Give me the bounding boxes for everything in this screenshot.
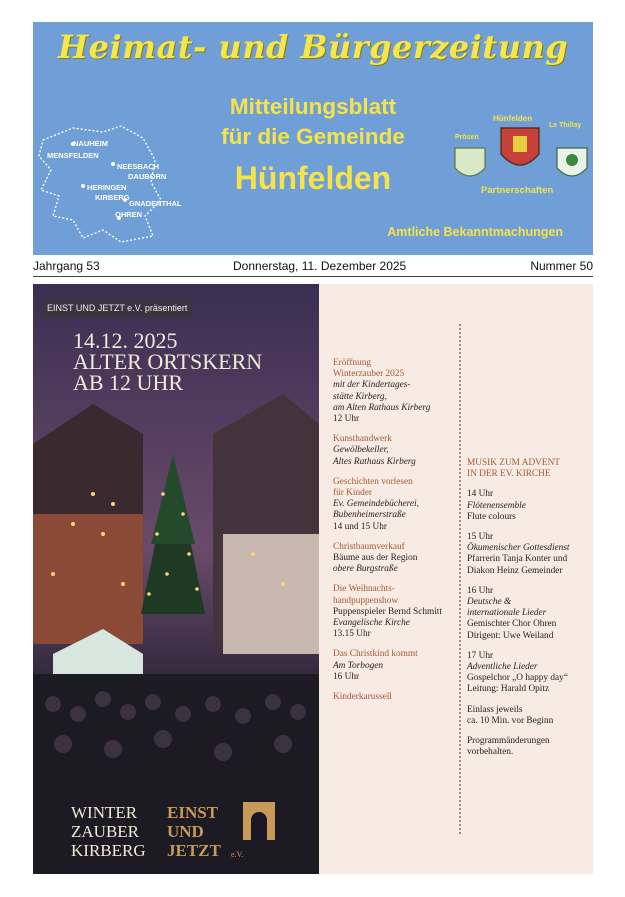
partner-town-label: Hünfelden — [493, 114, 533, 123]
program-column — [333, 358, 461, 712]
program-text: Gemischter Chor Ohren — [467, 619, 557, 630]
program-item — [333, 584, 461, 640]
program-text: Kunsthandwerk — [333, 434, 392, 445]
program-text: Christbaumverkauf — [333, 541, 405, 552]
program-text: Das Christkind kommt — [333, 649, 418, 660]
map-label: OHREN — [115, 210, 143, 219]
map-label: NAUHEIM — [73, 139, 108, 148]
program-text: IN DER EV. KIRCHE — [467, 469, 551, 480]
program-text: obere Burgstraße — [333, 564, 398, 575]
program-text: Gewölbekeller, — [333, 445, 389, 456]
program-text: 16 Uhr — [333, 671, 360, 682]
program-text: Flötenensemble — [467, 500, 526, 511]
music-time: 14 Uhr — [467, 489, 494, 500]
program-text: Leitung: Harald Opitz — [467, 684, 550, 695]
event-poster — [33, 284, 593, 874]
music-item — [467, 651, 589, 696]
partner-town-label: Le Thillay — [549, 122, 582, 129]
program-text: 14 und 15 Uhr — [333, 521, 387, 532]
program-text: für Kinder — [333, 488, 372, 499]
program-text: Geschichten vorlesen — [333, 476, 413, 487]
program-text: Dirigent: Uwe Weiland — [467, 630, 554, 641]
ev-label: e.V. — [231, 850, 244, 859]
music-time: 16 Uhr — [467, 585, 494, 596]
program-text: 12 Uhr — [333, 414, 360, 425]
program-text: 13.15 Uhr — [333, 629, 371, 640]
program-text: Deutsche & — [467, 597, 512, 608]
program-text: Programmänderungen — [467, 736, 550, 747]
music-time: 15 Uhr — [467, 532, 494, 543]
program-text: am Alten Rathaus Kirberg — [333, 402, 431, 413]
program-text: Ev. Gemeindebücherei, — [333, 499, 419, 510]
subtitle: Mitteilungsblatt für die Gemeinde — [221, 94, 405, 149]
program-text: Gospelchor „O happy day“ — [467, 673, 568, 684]
program-item — [333, 477, 461, 533]
music-item — [467, 532, 589, 577]
program-item — [333, 434, 461, 468]
music-item — [467, 586, 589, 642]
program-text: mit der Kindertages- — [333, 380, 411, 391]
program-text: ca. 10 Min. vor Beginn — [467, 715, 554, 726]
program-text: Bäume aus der Region — [333, 553, 418, 564]
event-headline: 14.12. 2025 ALTER ORTSKERN AB 12 UHR — [73, 328, 263, 395]
program-item — [333, 649, 461, 683]
program-text: Evangelische Kirche — [333, 618, 410, 629]
program-text: vorbehalten. — [467, 747, 514, 758]
program-text: stätte Kirberg, — [333, 391, 387, 402]
map-label: GNADENTHAL — [129, 199, 182, 208]
program-text: Puppenspieler Bernd Schmitt — [333, 606, 442, 617]
music-time: 17 Uhr — [467, 650, 494, 661]
program-text: Kinderkarussell — [333, 692, 392, 703]
music-heading — [467, 458, 589, 480]
program-text: handpuppenshow — [333, 595, 399, 606]
program-text: Bubenheimerstraße — [333, 510, 406, 521]
presenter-label: EINST UND JETZT e.V. präsentiert — [41, 298, 193, 318]
music-column — [467, 458, 589, 767]
program-text: Die Weihnachts- — [333, 584, 395, 595]
partner-town-label: Prösen — [455, 134, 479, 141]
program-text: Altes Rathaus Kirberg — [333, 456, 416, 467]
partnerships-label: Partnerschaften — [481, 185, 554, 196]
music-item — [467, 489, 589, 523]
program-item — [333, 692, 461, 703]
program-text: Pfarrerin Tanja Konter und — [467, 554, 568, 565]
program-text: Ökumenischer Gottesdienst — [467, 543, 570, 554]
map-label: HERINGEN — [87, 183, 127, 192]
volume-label: Jahrgang 53 — [33, 259, 100, 273]
issue-info-bar — [33, 258, 593, 277]
official-notices-label: Amtliche Bekanntmachungen — [387, 225, 563, 239]
program-text: Flute colours — [467, 511, 516, 522]
program-text: MUSIK ZUM ADVENT — [467, 458, 560, 468]
einst-und-jetzt-logo: EINST UND JETZT — [167, 803, 221, 860]
program-text: Adventliche Lieder — [467, 662, 538, 673]
program-panel — [319, 284, 593, 874]
program-item — [333, 542, 461, 576]
municipality-name: Hünfelden — [234, 160, 392, 196]
christmas-market-photo — [33, 284, 319, 874]
map-label: KIRBERG — [95, 193, 130, 202]
masthead — [33, 22, 593, 255]
program-text: Eröffnung — [333, 358, 372, 368]
program-text: Einlass jeweils — [467, 704, 523, 715]
issue-number: Nummer 50 — [530, 259, 593, 273]
issue-date: Donnerstag, 11. Dezember 2025 — [233, 259, 407, 273]
map-label: NEESBACH — [117, 162, 160, 171]
winterzauber-logo: WINTER ZAUBER KIRBERG — [71, 803, 146, 860]
program-item — [333, 358, 461, 425]
program-text: Am Torbogen — [333, 660, 384, 671]
map-label: DAUBORN — [128, 172, 167, 181]
program-text: Winterzauber 2025 — [333, 369, 405, 380]
changes-note — [467, 736, 589, 758]
archway-logo-icon — [243, 802, 275, 840]
map-label: MENSFELDEN — [47, 151, 99, 160]
program-text: Diakon Heinz Gemeinder — [467, 565, 563, 576]
newspaper-title: Heimat- und Bürgerzeitung — [57, 28, 569, 66]
program-text: internationale Lieder — [467, 608, 547, 619]
entry-note — [467, 705, 589, 727]
